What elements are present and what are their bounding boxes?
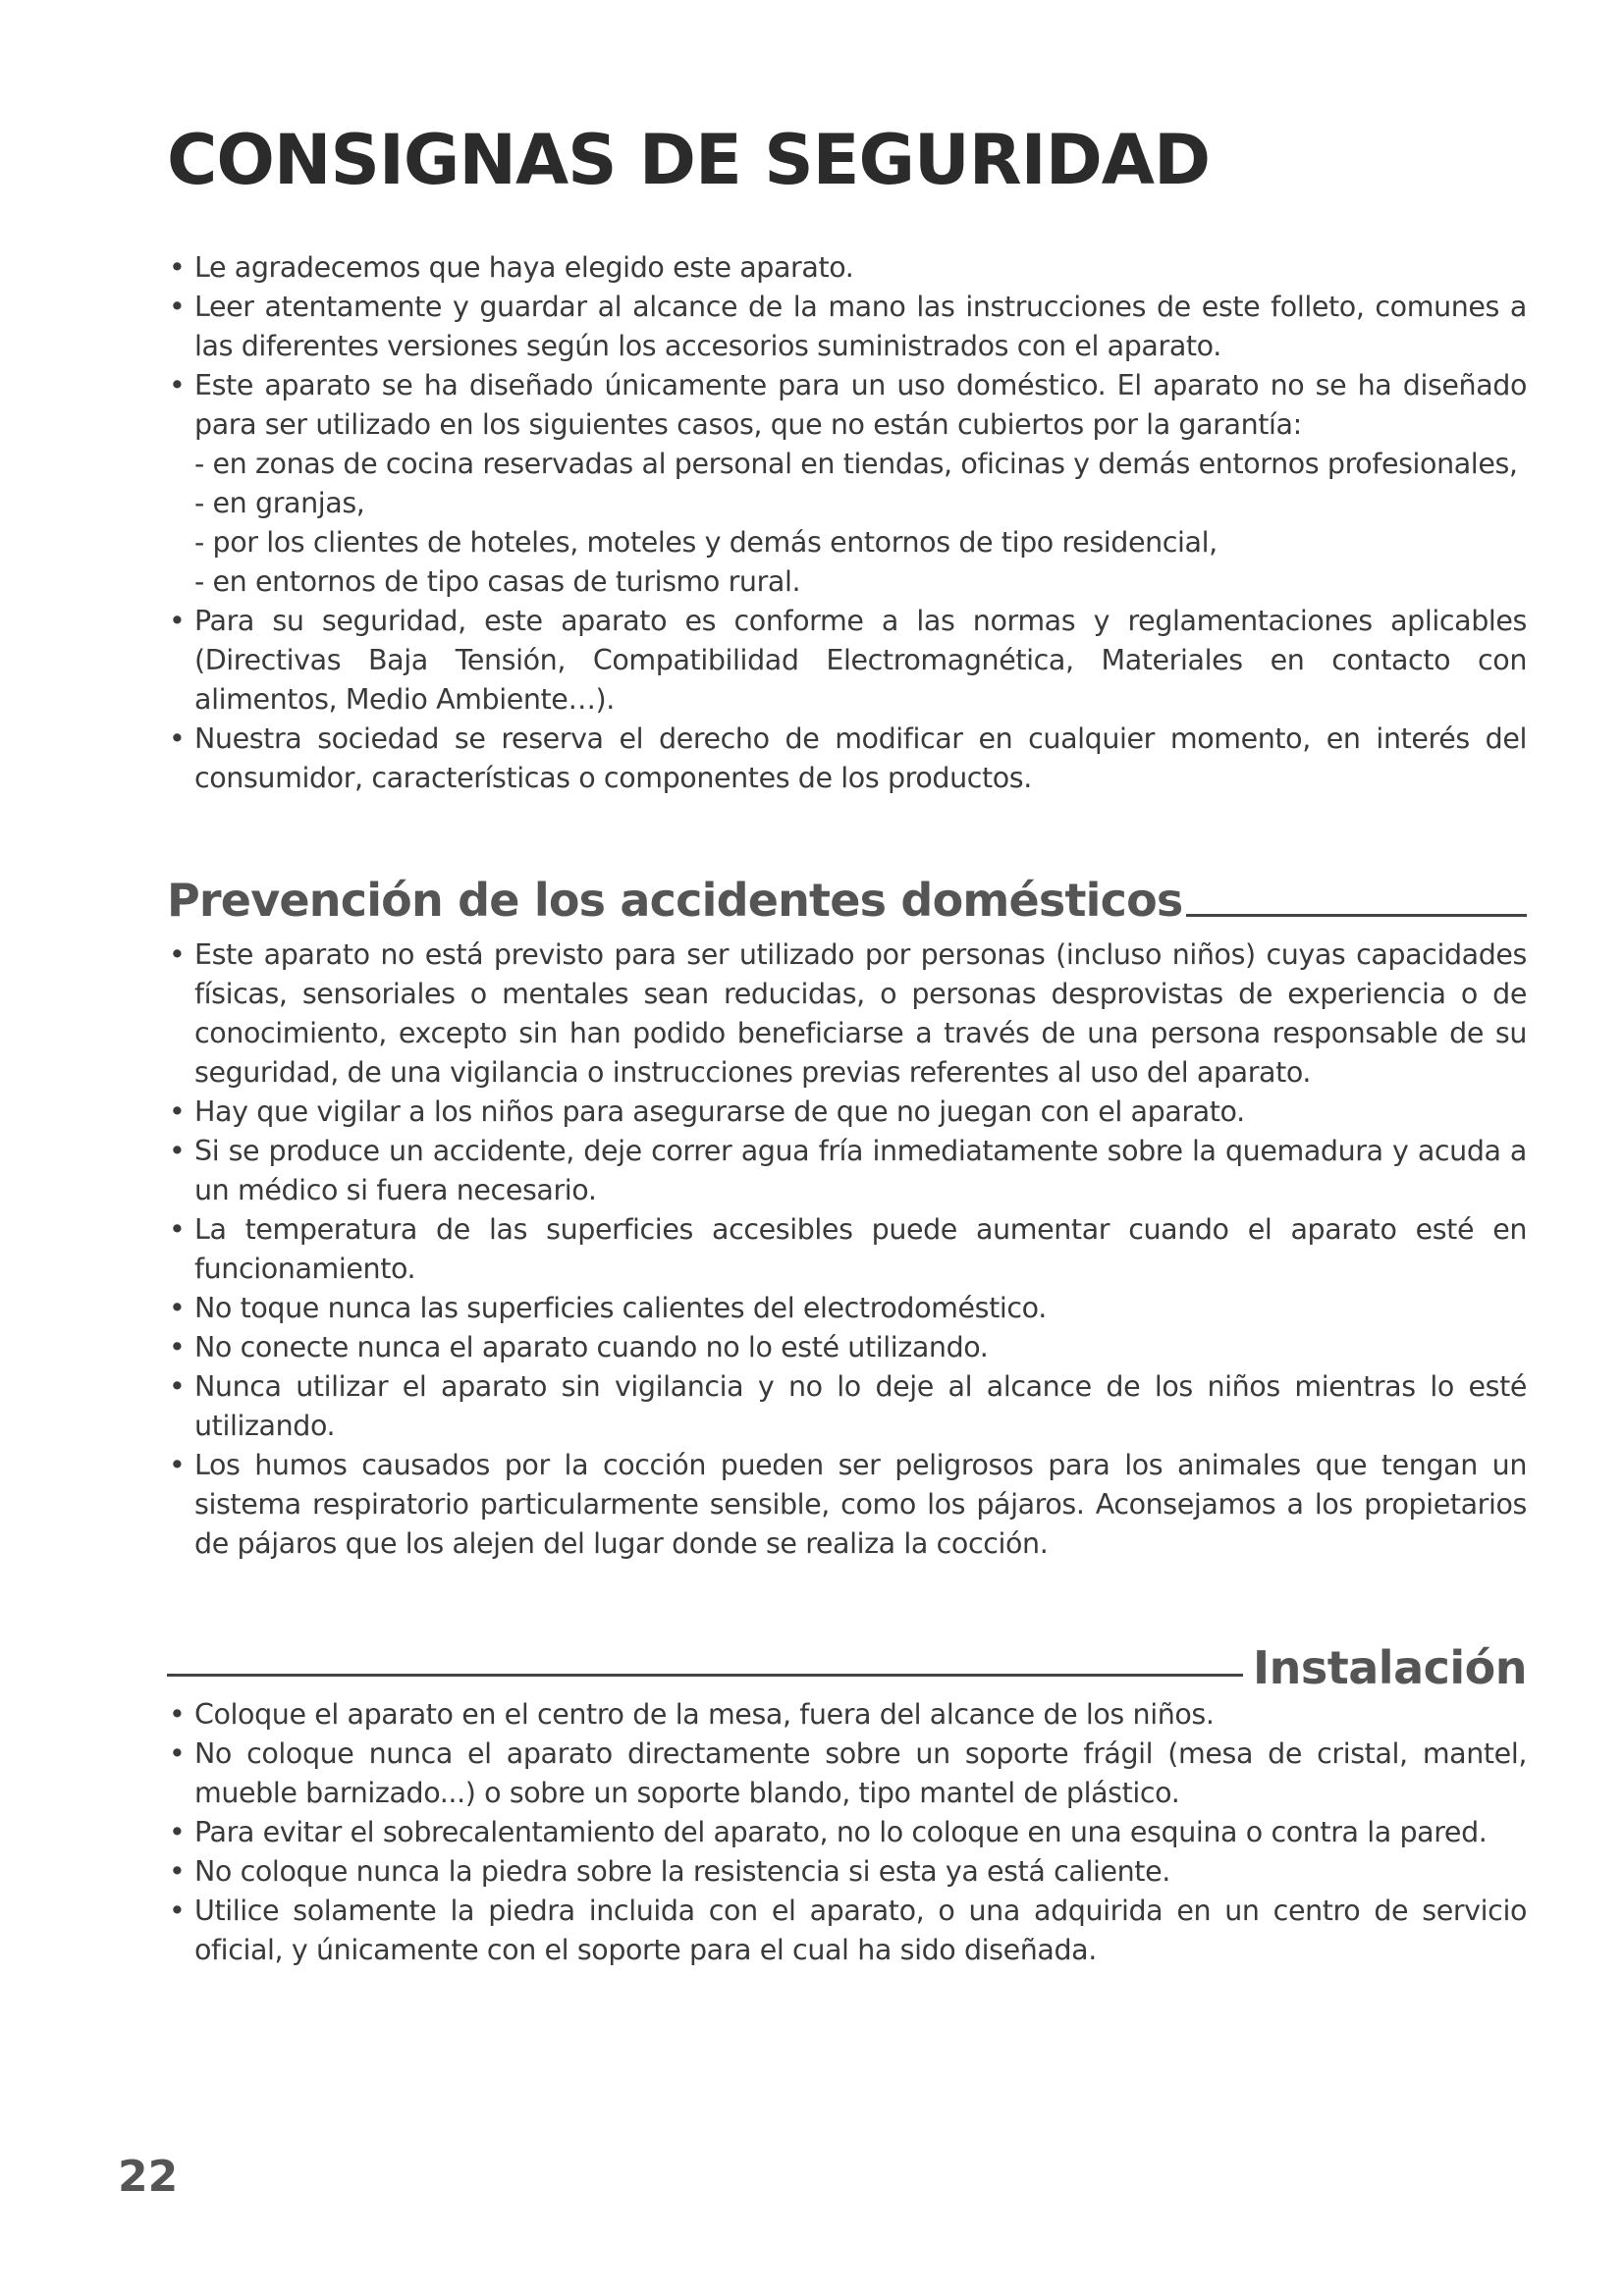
page-title: CONSIGNAS DE SEGURIDAD (167, 120, 1211, 200)
instalacion-bullet-list (167, 1695, 1527, 1970)
prevencion-bullet-item: • No toque nunca las superficies calientes del electrodoméstico. (167, 1289, 1527, 1328)
prevencion-heading: Prevención de los accidentes domésticos (167, 874, 1183, 927)
instalacion-bullet-item: • No coloque nunca la piedra sobre la resistencia si esta ya está caliente. (167, 1852, 1527, 1892)
prevencion-bullet-item: • Este aparato no está previsto para ser utilizado por personas (incluso niños) cuyas capacidades físicas, sensoriales o mentales sean reducidas, o personas desprovistas de experiencia o de conocimiento, excepto sin han podido beneficiarse a través de una persona responsable de su seguridad, de una vigilancia o instrucciones previas referentes al uso del aparato. (167, 935, 1527, 1093)
instalacion-bullet-item: • Utilice solamente la piedra incluida con el aparato, o una adquirida en un centro de servicio oficial, y únicamente con el soporte para el cual ha sido diseñada. (167, 1892, 1527, 1970)
sub-list-item: - en zonas de cocina reservadas al personal en tiendas, oficinas y demás entornos profesionales, (194, 448, 1518, 480)
intro-bullet-item: • Para su seguridad, este aparato es conforme a las normas y reglamentaciones aplicables (Directivas Baja Tensión, Compatibilidad Electromagnética, Materiales en contacto con alimentos, Medio Ambiente…). (167, 602, 1527, 720)
intro-bullet-item: • Este aparato se ha diseñado únicamente para un uso doméstico. El aparato no se ha diseñado para ser utilizado en los siguientes casos, que no están cubiertos por la garantía: - en zonas de cocina reservadas al personal en tiendas, oficinas y demás entornos profesionales, - en granjas, - por los clientes de hoteles, moteles y demás entornos de tipo residencial, - en entornos de tipo casas de turismo rural. (167, 366, 1527, 602)
prevencion-bullet-item: • Nunca utilizar el aparato sin vigilancia y no lo deje al alcance de los niños mientras lo esté utilizando. (167, 1367, 1527, 1446)
sub-list-item: - por los clientes de hoteles, moteles y demás entornos de tipo residencial, (194, 526, 1218, 559)
prevencion-bullet-item: • La temperatura de las superficies accesibles puede aumentar cuando el aparato esté en funcionamiento. (167, 1210, 1527, 1289)
intro-bullet-item: • Leer atentamente y guardar al alcance de la mano las instrucciones de este folleto, comunes a las diferentes versiones según los accesorios suministrados con el aparato. (167, 288, 1527, 366)
instalacion-section (167, 1695, 1527, 1970)
prevencion-bullet-item: • Los humos causados por la cocción pueden ser peligrosos para los animales que tengan un sistema respiratorio particularmente sensible, como los pájaros. Aconsejamos a los propietarios de pájaros que los alejen del lugar donde se realiza la cocción. (167, 1446, 1527, 1564)
heading-rule (167, 1674, 1243, 1677)
heading-rule (1186, 914, 1527, 917)
prevencion-bullet-item: • Si se produce un accidente, deje correr agua fría inmediatamente sobre la quemadura y acuda a un médico si fuera necesario. (167, 1132, 1527, 1210)
intro-bullet-item: • Le agradecemos que haya elegido este aparato. (167, 248, 1527, 288)
sub-list (194, 445, 1527, 602)
instalacion-bullet-item: • No coloque nunca el aparato directamente sobre un soporte frágil (mesa de cristal, mantel, mueble barnizado...) o sobre un soporte blando, tipo mantel de plástico. (167, 1735, 1527, 1813)
instalacion-bullet-item: • Coloque el aparato en el centro de la mesa, fuera del alcance de los niños. (167, 1695, 1527, 1735)
instalacion-bullet-item: • Para evitar el sobrecalentamiento del aparato, no lo coloque en una esquina o contra la pared. (167, 1813, 1527, 1852)
sub-list-item: - en granjas, (194, 487, 365, 519)
intro-bullet-item: • Nuestra sociedad se reserva el derecho de modificar en cualquier momento, en interés del consumidor, características o componentes de los productos. (167, 720, 1527, 798)
intro-section (167, 248, 1527, 798)
instalacion-heading-row (167, 1631, 1527, 1694)
prevencion-heading-row (167, 864, 1527, 927)
instalacion-heading: Instalación (1253, 1641, 1527, 1694)
prevencion-section (167, 935, 1527, 1564)
page-number: 22 (118, 2152, 179, 2202)
prevencion-bullet-list (167, 935, 1527, 1564)
prevencion-bullet-item: • No conecte nunca el aparato cuando no lo esté utilizando. (167, 1328, 1527, 1367)
prevencion-bullet-item: • Hay que vigilar a los niños para asegurarse de que no juegan con el aparato. (167, 1093, 1527, 1132)
intro-bullet-list (167, 248, 1527, 798)
sub-list-item: - en entornos de tipo casas de turismo rural. (194, 565, 801, 598)
